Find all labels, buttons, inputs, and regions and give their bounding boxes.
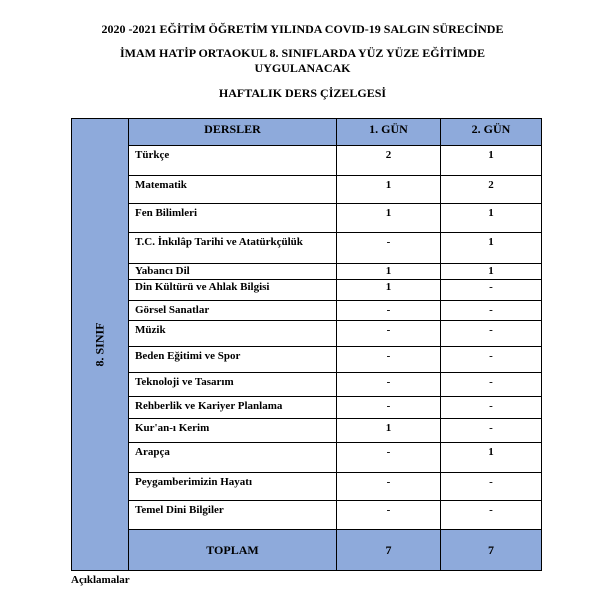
day2-hours: - — [441, 473, 542, 501]
day1-hours: - — [337, 373, 441, 397]
total-day1: 7 — [337, 530, 441, 571]
table-row — [72, 264, 542, 280]
document-title-line-3: UYGULANACAK — [254, 61, 351, 75]
day1-hours: 1 — [337, 264, 441, 280]
day1-hours: 1 — [337, 280, 441, 301]
lesson-name: T.C. İnkılâp Tarihi ve Atatürkçülük — [129, 233, 337, 264]
document-title-line-2: İMAM HATİP ORTAOKUL 8. SINIFLARDA YÜZ YÜZE EĞİTİMDE — [120, 46, 485, 60]
table-row — [72, 443, 542, 473]
lesson-name: Görsel Sanatlar — [129, 301, 337, 321]
lesson-name: Müzik — [129, 321, 337, 347]
table-row — [72, 233, 542, 264]
lesson-name: Matematik — [129, 176, 337, 204]
lesson-name: Temel Dini Bilgiler — [129, 501, 337, 530]
lesson-name: Teknoloji ve Tasarım — [129, 373, 337, 397]
day2-header: 2. GÜN — [441, 119, 542, 146]
day1-hours: - — [337, 233, 441, 264]
day2-hours: - — [441, 347, 542, 373]
table-row — [72, 321, 542, 347]
lesson-name: Rehberlik ve Kariyer Planlama — [129, 397, 337, 419]
total-label: TOPLAM — [129, 530, 337, 571]
day1-header: 1. GÜN — [337, 119, 441, 146]
day2-hours: - — [441, 321, 542, 347]
table-row — [72, 204, 542, 233]
day1-hours: - — [337, 473, 441, 501]
table-row — [72, 397, 542, 419]
grade-label: 8. SINIF — [92, 322, 107, 367]
total-row — [72, 530, 542, 571]
day2-hours: 1 — [441, 146, 542, 176]
lesson-name: Türkçe — [129, 146, 337, 176]
day2-hours: - — [441, 419, 542, 443]
table-row — [72, 373, 542, 397]
table-row — [72, 347, 542, 373]
day1-hours: - — [337, 501, 441, 530]
lesson-name: Fen Bilimleri — [129, 204, 337, 233]
day2-hours: - — [441, 301, 542, 321]
day1-hours: 1 — [337, 176, 441, 204]
lessons-header: DERSLER — [129, 119, 337, 146]
lesson-name: Peygamberimizin Hayatı — [129, 473, 337, 501]
table-row — [72, 419, 542, 443]
day1-hours: - — [337, 301, 441, 321]
lesson-name: Din Kültürü ve Ahlak Bilgisi — [129, 280, 337, 301]
lesson-name: Arapça — [129, 443, 337, 473]
day2-hours: 1 — [441, 264, 542, 280]
day1-hours: - — [337, 347, 441, 373]
table-row — [72, 280, 542, 301]
day2-hours: 2 — [441, 176, 542, 204]
schedule-title: HAFTALIK DERS ÇİZELGESİ — [218, 86, 387, 100]
table-row — [72, 146, 542, 176]
table-row — [72, 301, 542, 321]
day1-hours: - — [337, 321, 441, 347]
notes-label: Açıklamalar — [71, 574, 130, 586]
lesson-name: Kur'an-ı Kerim — [129, 419, 337, 443]
document-title-line-1: 2020 -2021 EĞİTİM ÖĞRETİM YILINDA COVID-19 SALGIN SÜRECİNDE — [101, 22, 504, 36]
weekly-schedule-table — [71, 118, 542, 571]
lesson-name: Yabancı Dil — [129, 264, 337, 280]
day1-hours: - — [337, 443, 441, 473]
day2-hours: 1 — [441, 443, 542, 473]
lesson-name: Beden Eğitimi ve Spor — [129, 347, 337, 373]
total-day2: 7 — [441, 530, 542, 571]
day1-hours: 1 — [337, 204, 441, 233]
day1-hours: - — [337, 397, 441, 419]
table-row — [72, 501, 542, 530]
day1-hours: 1 — [337, 419, 441, 443]
table-header-row — [72, 119, 542, 146]
day2-hours: 1 — [441, 204, 542, 233]
day2-hours: - — [441, 501, 542, 530]
day1-hours: 2 — [337, 146, 441, 176]
table-row — [72, 473, 542, 501]
grade-cell — [72, 119, 129, 571]
day2-hours: - — [441, 373, 542, 397]
day2-hours: - — [441, 397, 542, 419]
day2-hours: - — [441, 280, 542, 301]
table-row — [72, 176, 542, 204]
day2-hours: 1 — [441, 233, 542, 264]
